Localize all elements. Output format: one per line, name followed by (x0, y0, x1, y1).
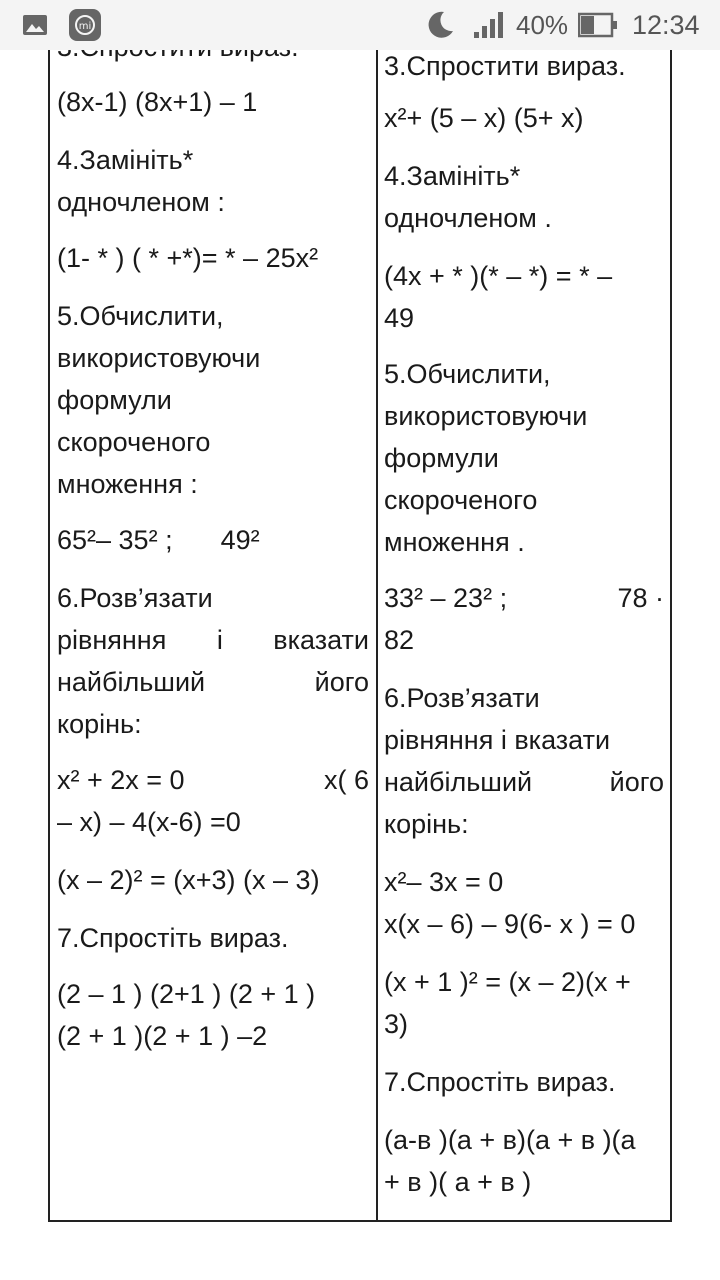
mi-app-icon (68, 0, 102, 50)
text-line: x(x – 6) – 9(6- x ) = 0 (384, 909, 636, 939)
text-line: (4x + * )(* – *) = * – (384, 261, 613, 291)
text-line: – x) – 4(x-6) =0 (57, 807, 241, 837)
text-line: 3) (384, 1009, 409, 1039)
text-line: одночленом . (384, 203, 552, 233)
text-line: + в )( а + в ) (384, 1167, 532, 1197)
text-part: найбільший (384, 767, 533, 797)
text-part: його (314, 667, 369, 697)
text-line (384, 577, 664, 619)
text-line (57, 661, 369, 703)
text-part: найбільший (57, 667, 206, 697)
text-part: рівняння (57, 625, 167, 655)
text-line: 5.Обчислити, (384, 359, 551, 389)
text-part: x( 6 (323, 765, 369, 795)
clock: 12:34 (632, 9, 700, 40)
text-line: 4.Замініть* (384, 161, 521, 191)
battery-percentage: 40% (516, 9, 569, 40)
text-part: його (609, 767, 664, 797)
svg-text:mi: mi (78, 21, 92, 32)
text-part: вказати (273, 625, 369, 655)
text-line: корінь: (384, 809, 469, 839)
text-line: (x – 2)² = (x+3) (x – 3) (57, 865, 320, 895)
text-line: (2 + 1 )(2 + 1 ) –2 (57, 1021, 268, 1051)
text-line: формули (57, 385, 172, 415)
gallery-icon (22, 0, 48, 50)
text-part: x² + 2x = 0 (57, 765, 185, 795)
text-line: 6.Розв’язати (384, 683, 540, 713)
text-line: 82 (384, 625, 415, 655)
text-line: скороченого (57, 427, 211, 457)
signal-strength-icon (472, 0, 508, 50)
text-line: 7.Спростіть вираз. (384, 1067, 616, 1097)
text-line: використовуючи (384, 401, 588, 431)
status-bar (0, 0, 720, 50)
text-part: і (216, 625, 223, 655)
text-line: 3.Спростити вираз. (384, 51, 626, 81)
text-line: множення . (384, 527, 525, 557)
text-line (384, 761, 664, 803)
battery-icon (578, 0, 618, 50)
column-divider (376, 0, 378, 1222)
text-line: x²– 3x = 0 (384, 867, 504, 897)
text-line: формули (384, 443, 499, 473)
text-line: 7.Спростіть вираз. (57, 923, 289, 953)
text-line (57, 759, 369, 801)
text-part: 49² (220, 525, 260, 555)
text-line: рівняння і вказати (384, 725, 611, 755)
text-line: (1- * ) ( * +*)= * – 25x² (57, 243, 319, 273)
text-line: (а-в )(а + в)(а + в )(а (384, 1125, 636, 1155)
text-line: одночленом : (57, 187, 225, 217)
text-line (57, 519, 260, 561)
text-part: 65²– 35² ; (57, 525, 173, 555)
text-line: 6.Розв’язати (57, 583, 213, 613)
text-line: скороченого (384, 485, 538, 515)
text-line: множення : (57, 469, 198, 499)
text-line: 4.Замініть* (57, 145, 194, 175)
text-line: 5.Обчислити, (57, 301, 224, 331)
text-line: корінь: (57, 709, 142, 739)
text-part: 33² – 23² ; (384, 583, 508, 613)
text-line (57, 619, 369, 661)
text-line: (x + 1 )² = (x – 2)(x + (384, 967, 631, 997)
text-part: 78 · (617, 583, 664, 613)
do-not-disturb-moon-icon (424, 0, 456, 50)
text-line: x²+ (5 – x) (5+ x) (384, 103, 584, 133)
text-line: 49 (384, 303, 415, 333)
text-line: (2 – 1 ) (2+1 ) (2 + 1 ) (57, 979, 316, 1009)
text-line: (8x-1) (8x+1) – 1 (57, 87, 258, 117)
text-line: використовуючи (57, 343, 261, 373)
